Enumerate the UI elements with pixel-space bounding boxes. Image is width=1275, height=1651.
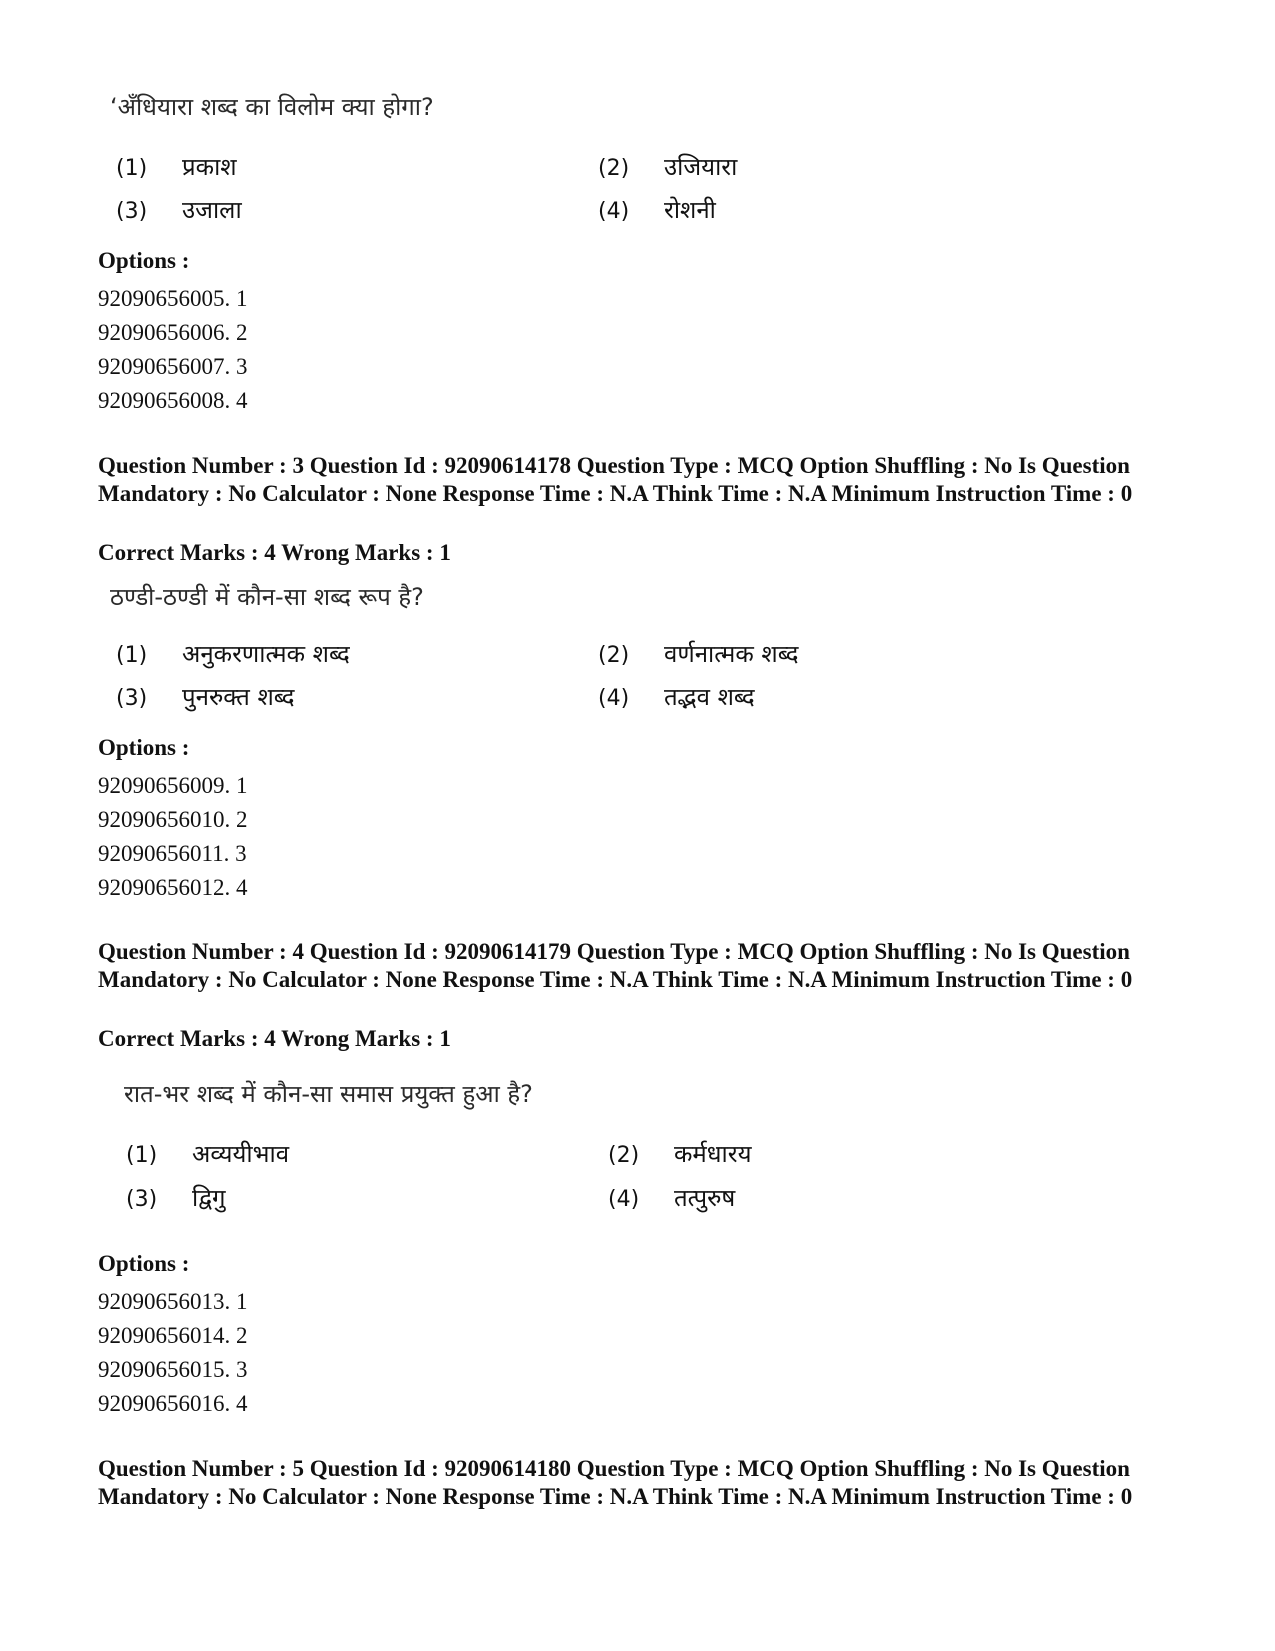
question-4-choice-2 — [608, 1137, 752, 1170]
choice-number: (1) — [126, 1143, 158, 1168]
question-3-choice-3 — [116, 680, 295, 713]
choice-number: (3) — [116, 686, 148, 711]
question-3-choice-4 — [598, 680, 755, 713]
options-heading: Options : — [98, 248, 190, 273]
question-4-marks: Correct Marks : 4 Wrong Marks : 1 — [98, 1026, 451, 1051]
choice-number: (4) — [598, 686, 630, 711]
question-4-image — [124, 1077, 533, 1110]
choice-number: (2) — [608, 1143, 640, 1168]
choice-text: कर्मधारय — [674, 1140, 752, 1168]
choice-number: (1) — [116, 643, 148, 668]
question-2-choice-1 — [116, 150, 237, 183]
question-2-choice-4 — [598, 193, 716, 226]
option-id: 92090656016. 4 — [98, 1391, 248, 1416]
question-2-choice-3 — [116, 193, 242, 226]
choice-text: उजाला — [182, 196, 242, 224]
question-2-options — [98, 248, 248, 418]
question-2-image — [110, 90, 434, 123]
question-4-meta: Question Number : 4 Question Id : 92090614179 Question Type : MCQ Option Shuffling : No Is Question Mandatory : No Calculator : None Response Time : N.A Think Time : N.A Minimum Instruction Time : 0 — [98, 939, 1133, 992]
question-4-choice-4 — [608, 1181, 735, 1214]
question-4-stem: रात-भर शब्द में कौन-सा समास प्रयुक्त हुआ है? — [124, 1080, 533, 1108]
option-id: 92090656005. 1 — [98, 286, 248, 311]
option-id: 92090656010. 2 — [98, 807, 248, 832]
choice-number: (3) — [116, 199, 148, 224]
choice-text: वर्णनात्मक शब्द — [664, 640, 799, 668]
choice-text: तद्भव शब्द — [664, 683, 755, 711]
choice-text: प्रकाश — [182, 153, 237, 181]
option-id: 92090656009. 1 — [98, 773, 248, 798]
option-id: 92090656013. 1 — [98, 1289, 248, 1314]
question-3-options — [98, 735, 248, 905]
choice-number: (3) — [126, 1187, 158, 1212]
choice-number: (2) — [598, 643, 630, 668]
question-3-marks: Correct Marks : 4 Wrong Marks : 1 — [98, 540, 451, 565]
choice-text: तत्पुरुष — [674, 1184, 736, 1212]
option-id: 92090656015. 3 — [98, 1357, 248, 1382]
choice-text: उजियारा — [664, 153, 738, 181]
question-3-stem: ठण्डी-ठण्डी में कौन-सा शब्द रूप है? — [110, 583, 424, 611]
option-id: 92090656011. 3 — [98, 841, 247, 866]
choice-text: अनुकरणात्मक शब्द — [182, 640, 350, 668]
option-id: 92090656008. 4 — [98, 388, 248, 413]
choice-text: रोशनी — [664, 196, 716, 224]
question-3-image — [110, 580, 424, 613]
question-4-options — [98, 1251, 248, 1421]
choice-number: (4) — [608, 1187, 640, 1212]
options-heading: Options : — [98, 1251, 190, 1276]
choice-text: अव्ययीभाव — [192, 1140, 290, 1168]
choice-number: (4) — [598, 199, 630, 224]
option-id: 92090656006. 2 — [98, 320, 248, 345]
choice-text: पुनरुक्त शब्द — [182, 683, 295, 711]
options-heading: Options : — [98, 735, 190, 760]
choice-number: (1) — [116, 156, 148, 181]
question-3-choice-1 — [116, 637, 350, 670]
option-id: 92090656014. 2 — [98, 1323, 248, 1348]
option-id: 92090656012. 4 — [98, 875, 248, 900]
choice-text: द्विगु — [192, 1184, 226, 1212]
question-3-meta: Question Number : 3 Question Id : 92090614178 Question Type : MCQ Option Shuffling : No Is Question Mandatory : No Calculator : None Response Time : N.A Think Time : N.A Minimum Instruction Time : 0 — [98, 453, 1133, 506]
question-2-stem: ‘अँधियारा शब्द का विलोम क्या होगा? — [110, 93, 434, 121]
option-id: 92090656007. 3 — [98, 354, 248, 379]
question-4-choice-3 — [126, 1181, 226, 1214]
question-4-choice-1 — [126, 1137, 289, 1170]
question-5-meta: Question Number : 5 Question Id : 92090614180 Question Type : MCQ Option Shuffling : No Is Question Mandatory : No Calculator : None Response Time : N.A Think Time : N.A Minimum Instruction Time : 0 — [98, 1456, 1133, 1509]
question-2-choice-2 — [598, 150, 737, 183]
choice-number: (2) — [598, 156, 630, 181]
question-3-choice-2 — [598, 637, 798, 670]
